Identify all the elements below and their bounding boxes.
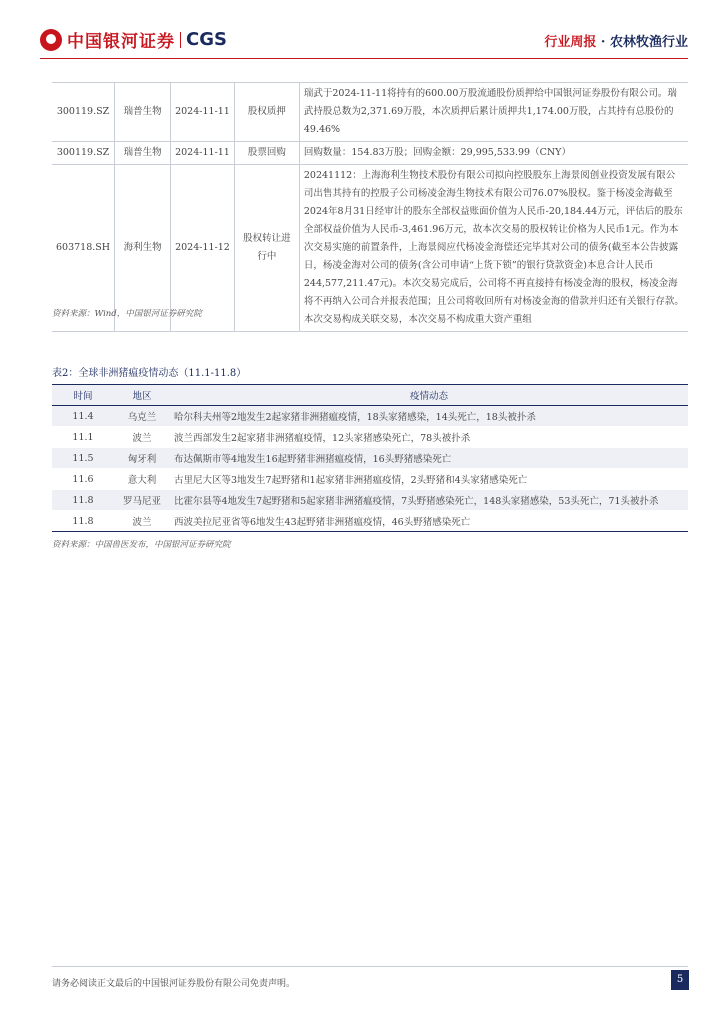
page-header [0, 0, 724, 70]
table-row [52, 490, 688, 511]
report-category [544, 31, 688, 50]
table-header-row [52, 385, 688, 406]
table-row [52, 448, 688, 469]
table-row [52, 142, 688, 165]
stock-code: 603718.SH [52, 165, 115, 332]
outbreak-detail: 布达佩斯市等4地发生16起野猪非洲猪瘟疫情，16头野猪感染死亡 [170, 448, 688, 469]
cgs-logo-icon [40, 29, 62, 51]
header-divider [40, 58, 688, 59]
event-content: 20241112：上海海利生物技术股份有限公司拟向控股股东上海景阅创业投资发展有限公司出售其持有的控股子公司杨凌金海生物技术有限公司76.07%股权。鉴于杨凌金海截至2024年8月31日经审计的股东全部权益账面价值为人民币-20,184.44万元，评估后的股东全部权益价值为人民币-3,461.96万元，故本次交易的股权转让价格为人民币1元。作为本次交易实施的前置条件，上海景阅应代杨凌金海偿还完毕其对公司的债务(截至本公告披露日，杨凌金海对公司的债务(含公司申请“上货下锁”的银行贷款资金)本息合计人民币244,577,211.47元)。本次交易完成后，公司将不再直接持有杨凌金海的股权，杨凌金海将不再纳入公司合并报表范围；且公司将收回所有对杨凌金海的借款并归还有关银行存款。本次交易构成关联交易，本次交易不构成重大资产重组 [299, 165, 688, 332]
outbreak-time: 11.8 [52, 511, 114, 532]
outbreak-detail: 哈尔科夫州等2地发生2起家猪非洲猪瘟疫情，18头家猪感染，14头死亡，18头被扑杀 [170, 406, 688, 427]
stock-code: 300119.SZ [52, 142, 115, 165]
stock-name: 海利生物 [115, 165, 171, 332]
logo-english-name: CGS [186, 29, 227, 50]
event-date: 2024-11-11 [171, 142, 235, 165]
industry-name: 农林牧渔行业 [609, 35, 688, 50]
event-type: 股权转让进行中 [234, 165, 299, 332]
stock-name: 瑞普生物 [115, 83, 171, 142]
asf-outbreak-table [52, 384, 688, 532]
outbreak-region: 波兰 [114, 427, 170, 448]
event-type: 股票回购 [234, 142, 299, 165]
page-number: 5 [671, 970, 689, 990]
report-type: 行业周报 [544, 35, 597, 50]
outbreak-region: 乌克兰 [114, 406, 170, 427]
logo-chinese-name: 中国银河证券 [67, 32, 175, 52]
outbreak-time: 11.6 [52, 469, 114, 490]
column-header-detail: 疫情动态 [170, 385, 688, 406]
table1-source-note: 资料来源：Wind，中国银河证券研究院 [52, 309, 202, 319]
outbreak-region: 意大利 [114, 469, 170, 490]
stock-code: 300119.SZ [52, 83, 115, 142]
outbreak-detail: 波兰西部发生2起家猪非洲猪瘟疫情，12头家猪感染死亡，78头被扑杀 [170, 427, 688, 448]
brand-logo [40, 27, 227, 52]
column-header-region: 地区 [114, 385, 170, 406]
outbreak-region: 匈牙利 [114, 448, 170, 469]
outbreak-detail: 古里尼大区等3地发生7起野猪和1起家猪非洲猪瘟疫情，2头野猪和4头家猪感染死亡 [170, 469, 688, 490]
event-type: 股权质押 [234, 83, 299, 142]
table2-source-note: 资料来源：中国兽医发布，中国银河证券研究院 [52, 540, 231, 550]
table-row [52, 406, 688, 427]
column-header-time: 时间 [52, 385, 114, 406]
table-row [52, 469, 688, 490]
outbreak-time: 11.4 [52, 406, 114, 427]
footer-disclaimer: 请务必阅读正文最后的中国银河证券股份有限公司免责声明。 [52, 979, 296, 989]
header-separator: · [600, 35, 606, 50]
table-row [52, 511, 688, 532]
stock-name: 瑞普生物 [115, 142, 171, 165]
table-row [52, 83, 688, 142]
outbreak-detail: 比霍尔县等4地发生7起野猪和5起家猪非洲猪瘟疫情，7头野猪感染死亡，148头家猪感染，53头死亡，71头被扑杀 [170, 490, 688, 511]
event-date: 2024-11-11 [171, 83, 235, 142]
outbreak-region: 罗马尼亚 [114, 490, 170, 511]
outbreak-region: 波兰 [114, 511, 170, 532]
outbreak-time: 11.5 [52, 448, 114, 469]
outbreak-detail: 西波美拉尼亚省等6地发生43起野猪非洲猪瘟疫情，46头野猪感染死亡 [170, 511, 688, 532]
footer-divider [52, 966, 688, 967]
outbreak-time: 11.8 [52, 490, 114, 511]
logo-divider [180, 32, 181, 48]
table2-title: 表2：全球非洲猪瘟疫情动态（11.1-11.8） [52, 368, 247, 379]
outbreak-time: 11.1 [52, 427, 114, 448]
corporate-events-table [52, 82, 688, 332]
event-date: 2024-11-12 [171, 165, 235, 332]
table-row [52, 427, 688, 448]
event-content: 回购数量：154.83万股；回购金额：29,995,533.99（CNY） [299, 142, 688, 165]
event-content: 瑞武于2024-11-11将持有的600.00万股流通股份质押给中国银河证券股份有限公司。瑞武持股总数为2,371.69万股，本次质押后累计质押共1,174.00万股，占其持有总股份的49.46% [299, 83, 688, 142]
